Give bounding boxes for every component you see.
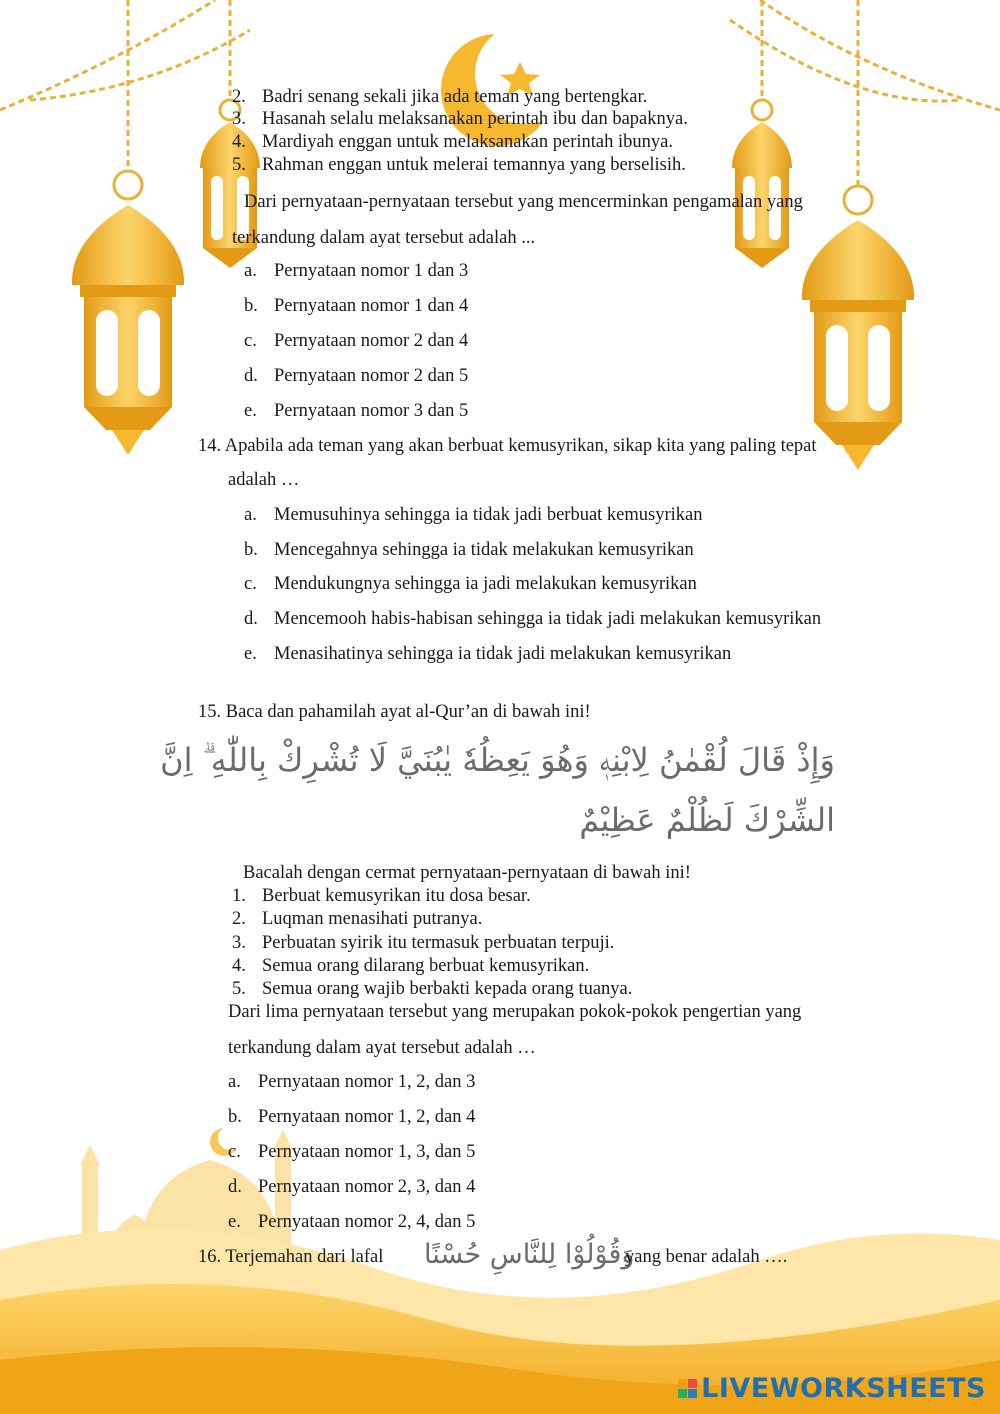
statement-item: 5. Rahman enggan untuk melerai temannya yang berselisih. (232, 155, 686, 175)
answer-option[interactable]: c. Pernyataan nomor 1, 3, dan 5 (228, 1142, 476, 1162)
answer-option[interactable]: b. Pernyataan nomor 1, 2, dan 4 (228, 1107, 476, 1127)
answer-option[interactable]: a. Memusuhinya sehingga ia tidak jadi berbuat kemusyrikan (244, 505, 703, 525)
answer-option[interactable]: e. Menasihatinya sehingga ia tidak jadi melakukan kemusyrikan (244, 644, 732, 664)
lantern-icon (72, 171, 184, 455)
arabic-phrase: وَقُوْلُوْا لِلنَّاسِ حُسْنًا (424, 1239, 635, 1270)
question-prompt: Dari lima pernyataan tersebut yang merupakan pokok-pokok pengertian yang (228, 1002, 802, 1022)
lantern-icon (802, 186, 914, 470)
question-16: 16. Terjemahan dari lafal (198, 1247, 384, 1267)
brand-icon (678, 1379, 697, 1398)
answer-option[interactable]: e. Pernyataan nomor 3 dan 5 (244, 401, 469, 421)
quran-verse: الشِّرْكَ لَظُلْمٌ عَظِيْمٌ (579, 801, 835, 839)
answer-option[interactable]: c. Mendukungnya sehingga ia jadi melakukan kemusyrikan (244, 574, 697, 594)
question-15: 15. Baca dan pahamilah ayat al-Qur’an di bawah ini! (198, 702, 591, 722)
answer-option[interactable]: d. Pernyataan nomor 2 dan 5 (244, 366, 469, 386)
answer-option[interactable]: a. Pernyataan nomor 1, 2, dan 3 (228, 1072, 476, 1092)
statement-item: 4. Semua orang dilarang berbuat kemusyrikan. (232, 956, 590, 976)
statement-item: 3. Hasanah selalu melaksanakan perintah ibu dan bapaknya. (232, 109, 688, 129)
question-14-cont: adalah … (228, 470, 300, 490)
question-16-suffix: yang benar adalah …. (625, 1247, 788, 1267)
answer-option[interactable]: b. Mencegahnya sehingga ia tidak melakukan kemusyrikan (244, 540, 694, 560)
statement-item: 3. Perbuatan syirik itu termasuk perbuatan terpuji. (232, 933, 615, 953)
answer-option[interactable]: c. Pernyataan nomor 2 dan 4 (244, 331, 469, 351)
statement-item: 2. Badri senang sekali jika ada teman yang bertengkar. (232, 87, 648, 107)
quran-verse: وَإِذْ قَالَ لُقْمٰنُ لِابْنِهٖ وَهُوَ يَعِظُهٗ يٰبُنَيَّ لَا تُشْرِكْ بِاللّٰهِ ۗ اِنَّ (160, 741, 835, 779)
lantern-icon (732, 100, 792, 268)
question-prompt: terkandung dalam ayat tersebut adalah … (228, 1038, 536, 1058)
question-prompt: terkandung dalam ayat tersebut adalah ... (232, 228, 536, 248)
instruction: Bacalah dengan cermat pernyataan-pernyataan di bawah ini! (243, 863, 691, 883)
answer-option[interactable]: d. Pernyataan nomor 2, 3, dan 4 (228, 1177, 476, 1197)
question-prompt: Dari pernyataan-pernyataan tersebut yang mencerminkan pengamalan yang (244, 192, 803, 212)
liveworksheets-logo[interactable] (678, 1373, 986, 1404)
brand-name: LIVEWORKSHEETS (701, 1373, 986, 1404)
statement-item: 2. Luqman menasihati putranya. (232, 909, 483, 929)
answer-option[interactable]: e. Pernyataan nomor 2, 4, dan 5 (228, 1212, 476, 1232)
answer-option[interactable]: d. Mencemooh habis-habisan sehingga ia tidak jadi melakukan kemusyrikan (244, 609, 822, 629)
statement-item: 5. Semua orang wajib berbakti kepada orang tuanya. (232, 979, 633, 999)
question-14: 14. Apabila ada teman yang akan berbuat kemusyrikan, sikap kita yang paling tepat (198, 436, 817, 456)
statement-item: 4. Mardiyah enggan untuk melaksanakan perintah ibunya. (232, 132, 673, 152)
answer-option[interactable]: a. Pernyataan nomor 1 dan 3 (244, 261, 469, 281)
answer-option[interactable]: b. Pernyataan nomor 1 dan 4 (244, 296, 469, 316)
statement-item: 1. Berbuat kemusyrikan itu dosa besar. (232, 886, 531, 906)
